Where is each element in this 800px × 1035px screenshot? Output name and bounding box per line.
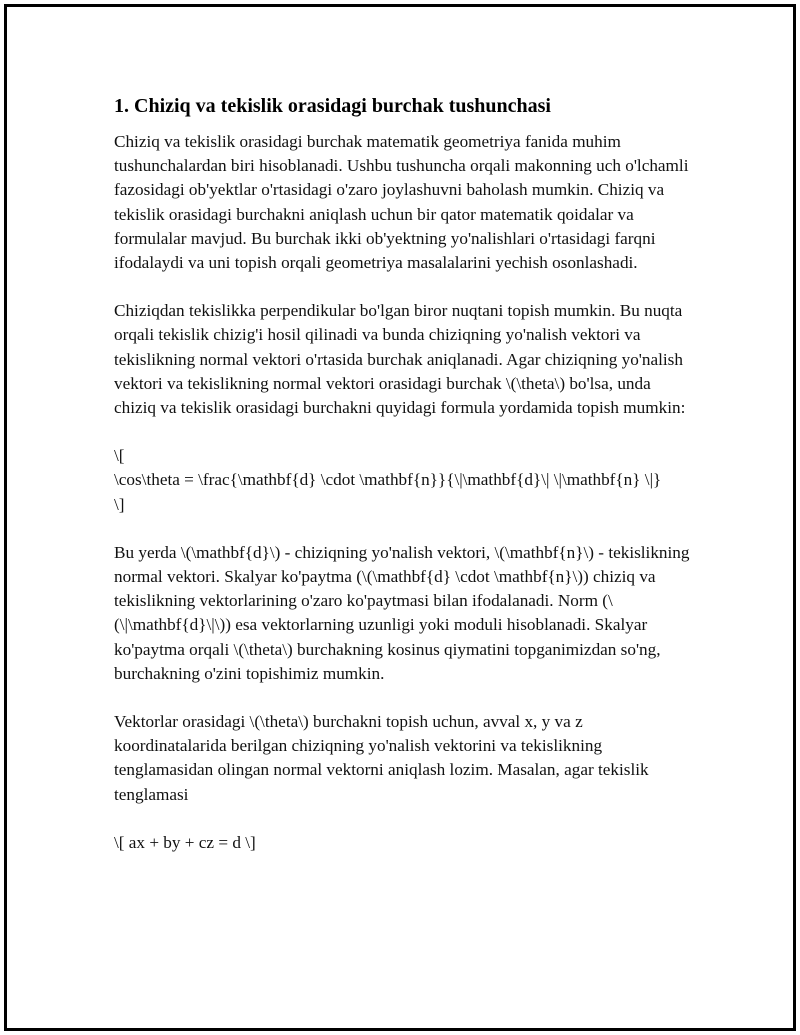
paragraph-perpendicular: Chiziqdan tekislikka perpendikular bo'lgan biror nuqtani topish mumkin. Bu nuqta orqali tekislik chizig'i hosil qilinadi va bunda chiziqning yo'nalish vektori va tekislikning normal vektori o'rtasida burchak aniqlanadi. Agar chiziqning yo'nalish vektori va tekislikning normal vektori orasidagi burchak \(\theta\) bo'lsa, unda chiziq va tekislik orasidagi burchakni quyidagi formula yordamida topish mumkin: bbox=[114, 301, 686, 418]
formula-block bbox=[114, 444, 694, 517]
plane-equation: \[ ax + by + cz = d \] bbox=[114, 832, 256, 852]
formula-close: \] bbox=[114, 494, 125, 514]
paragraph-intro: Chiziq va tekislik orasidagi burchak matematik geometriya fanida muhim tushunchalardan biri hisoblanadi. Ushbu tushuncha orqali makonning uch o'lchamli fazosidagi ob'yektlar o'rtasidagi o'zaro joylashuvni baholash mumkin. Chiziq va tekislik orasidagi burchakni aniqlash uchun bir qator matematik qoidalar va formulalar mavjud. Bu burchak ikki ob'yektning yo'nalishlari o'rtasidagi farqni ifodalaydi va uni topish orqali geometriya masalalarini yechish osonlashadi. bbox=[114, 132, 689, 273]
section-heading: 1. Chiziq va tekislik orasidagi burchak tushunchasi bbox=[114, 95, 551, 117]
paragraph-explanation: Bu yerda \(\mathbf{d}\) - chiziqning yo'nalish vektori, \(\mathbf{n}\) - tekislikning normal vektori. Skalyar ko'paytma (\(\mathbf{d} \cdot \mathbf{n}\)) chiziq va tekislikning vektorlarining o'zaro ko'paytmasi bilan ifodalanadi. Norm (\(\|\mathbf{d}\|\)) esa vektorlarning uzunligi yoki moduli hisoblanadi. Skalyar ko'paytma orqali \(\theta\) burchakning kosinus qiymatini topganimizdan so'ng, burchakning o'zini topishimiz mumkin. bbox=[114, 542, 690, 683]
formula-body: \cos\theta = \frac{\mathbf{d} \cdot \mathbf{n}}{\|\mathbf{d}\| \|\mathbf{n} \|} bbox=[114, 470, 662, 490]
paragraph-vectors: Vektorlar orasidagi \(\theta\) burchakni topish uchun, avval x, y va z koordinatalarida berilgan chiziqning yo'nalish vektorini va tekislikning tenglamasidan olingan normal vektorni aniqlash lozim. Masalan, agar tekislik tenglamasi bbox=[114, 712, 649, 804]
formula-open: \[ bbox=[114, 446, 125, 466]
document-body bbox=[114, 92, 694, 879]
